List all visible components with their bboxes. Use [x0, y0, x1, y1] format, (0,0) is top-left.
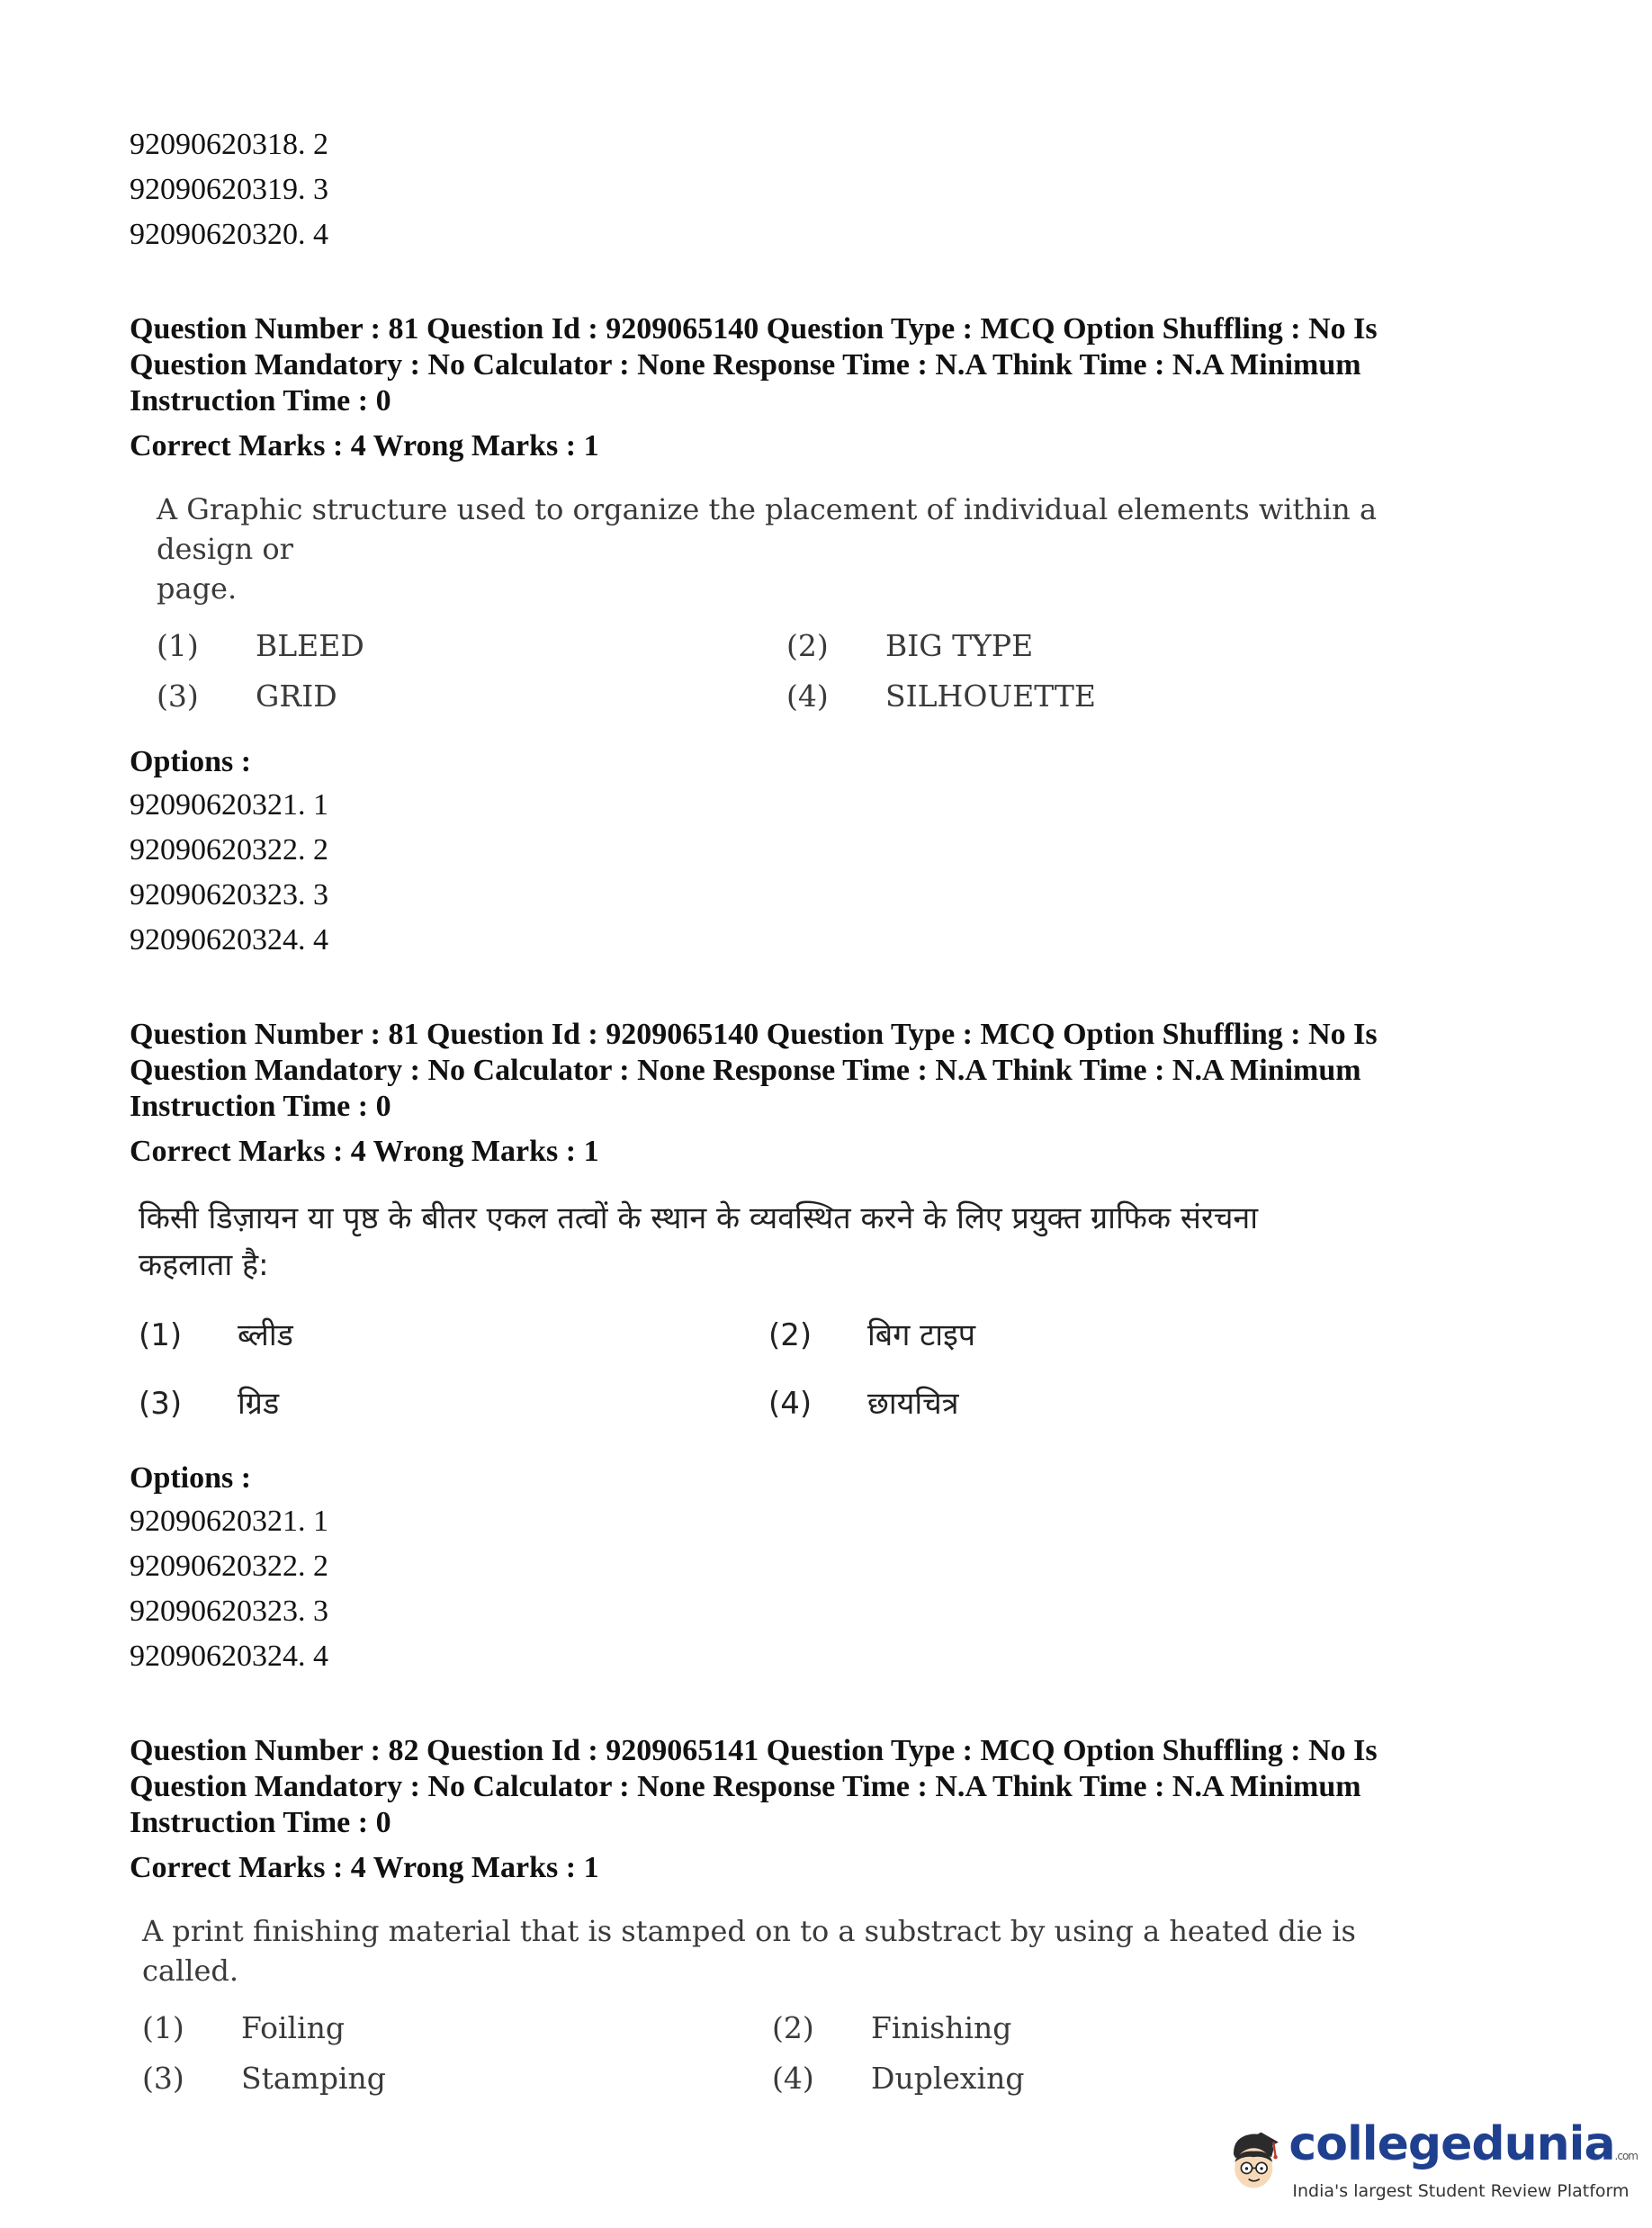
choice-2	[768, 1307, 1398, 1364]
choice-text: BIG TYPE	[885, 628, 1034, 663]
choice-number: (1)	[142, 2010, 184, 2045]
choice-1	[139, 1307, 768, 1364]
option-line: 92090620322. 2	[130, 833, 328, 867]
choice-number: (2)	[772, 2010, 814, 2045]
meta-line: Question Number : 81 Question Id : 9209065140 Question Type : MCQ Option Shuffling : No Is	[130, 312, 1378, 346]
choice-text: BLEED	[256, 628, 364, 663]
question-marks: Correct Marks : 4 Wrong Marks : 1	[130, 1135, 599, 1168]
option-line: 92090620318. 2	[130, 128, 328, 161]
option-line: 92090620319. 3	[130, 173, 328, 206]
choice-number: (4)	[786, 678, 829, 714]
question-text-line: कहलाता है:	[139, 1247, 269, 1283]
choice-4	[768, 1375, 1398, 1433]
choice-number: (3)	[139, 1386, 183, 1422]
option-line: 92090620323. 3	[130, 878, 328, 912]
option-line: 92090620324. 4	[130, 1640, 328, 1673]
choice-number: (1)	[139, 1317, 183, 1353]
choice-text: Duplexing	[871, 2061, 1025, 2096]
collegedunia-logo	[1224, 2097, 1638, 2223]
choice-4	[786, 677, 1416, 716]
meta-line: Instruction Time : 0	[130, 384, 391, 418]
question-marks: Correct Marks : 4 Wrong Marks : 1	[130, 429, 599, 463]
question-marks: Correct Marks : 4 Wrong Marks : 1	[130, 1851, 599, 1884]
mascot-face-icon	[1224, 2101, 1283, 2218]
choice-text: छायचित्र	[867, 1386, 959, 1422]
question-meta	[130, 311, 1533, 419]
choice-number: (2)	[768, 1317, 813, 1353]
question-image	[139, 1195, 1443, 1433]
choice-number: (3)	[157, 678, 199, 714]
choice-2	[786, 626, 1416, 666]
document-page	[130, 122, 1533, 2124]
question-block-81-hi	[130, 1017, 1533, 1679]
option-line: 92090620324. 4	[130, 923, 328, 957]
choice-number: (4)	[768, 1386, 813, 1422]
question-meta	[130, 1017, 1533, 1125]
choice-number: (2)	[786, 628, 829, 663]
choice-3	[157, 677, 786, 716]
choice-text: बिग टाइप	[867, 1317, 976, 1353]
meta-line: Question Mandatory : No Calculator : None Response Time : N.A Think Time : N.A Minimum	[130, 1054, 1361, 1087]
question-block-81-en	[130, 311, 1533, 963]
meta-line: Instruction Time : 0	[130, 1806, 391, 1839]
question-text-line: A print finishing material that is stamped on to a substract by using a heated die is called.	[142, 1914, 1356, 1988]
question-text-line: page.	[157, 571, 238, 606]
option-line: 92090620321. 1	[130, 1505, 328, 1538]
choice-number: (1)	[157, 628, 199, 663]
choice-text: Finishing	[871, 2010, 1012, 2045]
choice-3	[142, 2059, 772, 2098]
options-label: Options :	[130, 1461, 252, 1495]
choice-text: Foiling	[241, 2010, 346, 2045]
question-image	[142, 1911, 1447, 2098]
options-label: Options :	[130, 745, 252, 778]
meta-line: Question Number : 81 Question Id : 9209065140 Question Type : MCQ Option Shuffling : No Is	[130, 1018, 1378, 1051]
logo-name: collegedunia.com	[1288, 2116, 1638, 2171]
top-options-list	[130, 122, 1533, 257]
choice-4	[772, 2059, 1402, 2098]
choice-number: (4)	[772, 2061, 814, 2096]
question-image	[157, 490, 1461, 716]
meta-line: Question Mandatory : No Calculator : None Response Time : N.A Think Time : N.A Minimum	[130, 348, 1361, 382]
option-line: 92090620321. 1	[130, 788, 328, 822]
choice-text: SILHOUETTE	[885, 678, 1097, 714]
logo-text	[1288, 2116, 1638, 2201]
option-line: 92090620322. 2	[130, 1550, 328, 1583]
meta-line: Question Mandatory : No Calculator : None Response Time : N.A Think Time : N.A Minimum	[130, 1770, 1361, 1803]
question-block-82-en	[130, 1733, 1533, 2098]
choice-3	[139, 1375, 768, 1433]
choice-text: ब्लीड	[238, 1317, 293, 1353]
question-text	[157, 490, 1461, 608]
choice-text: ग्रिड	[238, 1386, 280, 1422]
choices-grid	[139, 1307, 1443, 1433]
meta-line: Question Number : 82 Question Id : 9209065141 Question Type : MCQ Option Shuffling : No Is	[130, 1734, 1378, 1767]
question-text	[142, 1911, 1447, 1990]
choice-text: GRID	[256, 678, 337, 714]
question-text-line: A Graphic structure used to organize the placement of individual elements within a design or	[157, 492, 1378, 566]
choice-2	[772, 2008, 1402, 2048]
choice-1	[142, 2008, 772, 2048]
choices-grid	[142, 2008, 1447, 2098]
choice-number: (3)	[142, 2061, 184, 2096]
question-text	[139, 1195, 1443, 1289]
meta-line: Instruction Time : 0	[130, 1090, 391, 1123]
choice-1	[157, 626, 786, 666]
option-line: 92090620323. 3	[130, 1595, 328, 1628]
logo-tagline: India's largest Student Review Platform	[1292, 2180, 1630, 2201]
question-text-line: किसी डिज़ायन या पृष्ठ के बीतर एकल तत्वों के स्थान के व्यवस्थित करने के लिए प्रयुक्त ग्राफिक संरचना	[139, 1200, 1259, 1236]
choice-text: Stamping	[241, 2061, 386, 2096]
choices-grid	[157, 626, 1461, 716]
option-line: 92090620320. 4	[130, 218, 328, 251]
question-meta	[130, 1733, 1533, 1841]
